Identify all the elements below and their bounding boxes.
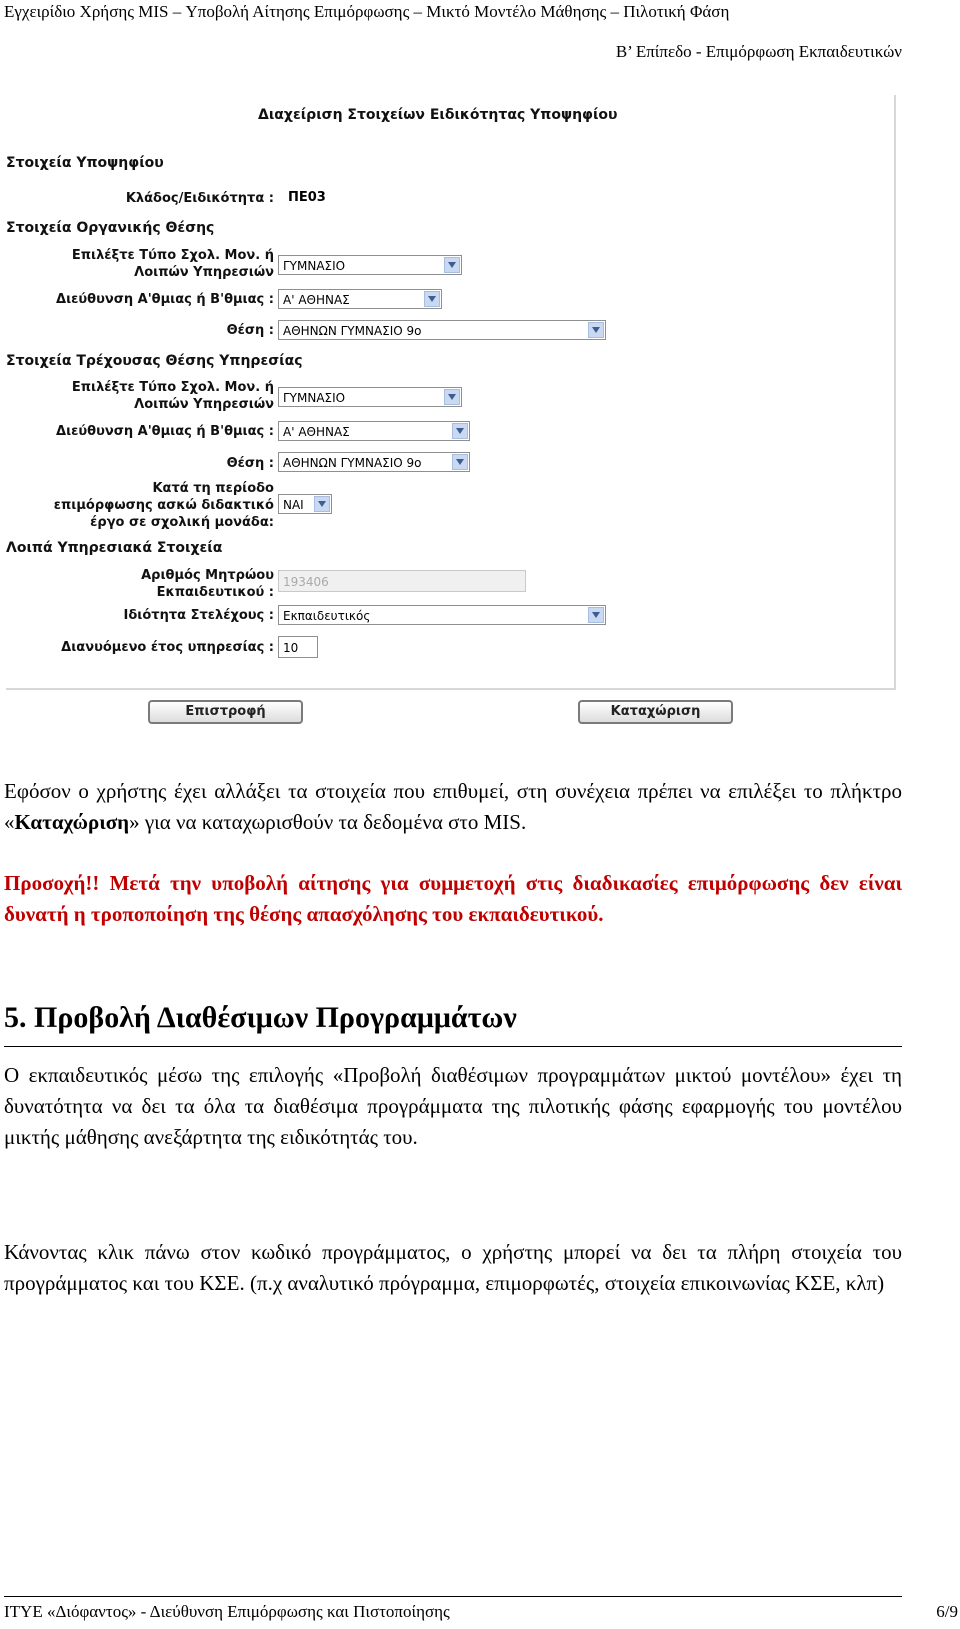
organic-directorate-select[interactable] [278,289,442,309]
programs-description-paragraph: Ο εκπαιδευτικός μέσω της επιλογής «Προβολή διαθέσιμων προγραμμάτων μικτού μοντέλου» έχει τη δυνατότητα να δει τα όλα τα διαθέσιμα προγράμματα της πιλοτικής φάσης εφαρμογής του μοντέλου μικτής μάθησης ανεξάρτητα της ειδικότητάς του. [4,1063,902,1149]
section-heading: 5. Προβολή Διαθέσιμων Προγραμμάτων [4,1001,517,1034]
select-value: Εκπαιδευτικός [283,609,371,623]
document-header-subtitle: Β’ Επίπεδο - Επιμόρφωση Εκπαιδευτικών [615,42,902,61]
chevron-down-icon[interactable] [424,291,440,307]
page-number: 6/9 [936,1602,958,1621]
instruction-paragraph [4,776,902,838]
select-value: ΝΑΙ [283,498,304,512]
save-keyword: Καταχώριση [14,810,130,834]
label-line: Αριθμός Μητρώου [141,568,274,583]
text-run: Εφόσον ο χρήστης έχει αλλάξει τα στοιχεία που επιθυμεί, στη συνέχεια πρέπει να επιλέξει το πλήκτρο « [4,779,902,834]
organic-position-select[interactable] [278,320,606,340]
teaching-work-select[interactable] [278,494,332,514]
section-current-position: Στοιχεία Τρέχουσας Θέσης Υπηρεσίας [6,353,303,369]
select-value: ΓΥΜΝΑΣΙΟ [283,259,346,273]
section-organic-position: Στοιχεία Οργανικής Θέσης [6,220,215,236]
warning-paragraph: Προσοχή!! Μετά την υποβολή αίτησης για συμμετοχή στις διαδικασίες επιμόρφωσης δεν είναι δυνατή η τροποποίηση της θέσης απασχόλησης του εκπαιδευτικού. [4,871,902,926]
specialty-value: ΠΕ03 [288,190,326,205]
section-other-service: Λοιπά Υπηρεσιακά Στοιχεία [6,540,223,556]
footer-rule [4,1596,902,1597]
chevron-down-icon[interactable] [452,423,468,439]
organic-position-label: Θέση : [226,323,274,338]
staff-role-label: Ιδιότητα Στελέχους : [123,608,274,623]
label-line: Κατά τη περίοδο [152,481,274,496]
organic-school-type-select[interactable] [278,255,462,275]
select-value: ΑΘΗΝΩΝ ΓΥΜΝΑΣΙΟ 9ο [283,456,422,470]
label-line: Επιλέξτε Τύπο Σχολ. Μον. ή [71,248,274,263]
back-button[interactable]: Επιστροφή [148,700,303,724]
candidate-specialty-form [6,95,896,719]
select-value: ΑΘΗΝΩΝ ΓΥΜΝΑΣΙΟ 9ο [283,324,422,338]
label-line: Εκπαιδευτικού : [156,585,274,600]
label-line: Επιλέξτε Τύπο Σχολ. Μον. ή [71,380,274,395]
section-candidate: Στοιχεία Υποψηφίου [6,155,164,171]
chevron-down-icon[interactable] [444,389,460,405]
current-directorate-label: Διεύθυνση Α'θμιας ή Β'θμιας : [56,424,274,439]
text-run: » για να καταχωρισθούν τα δεδομένα στο MIS. [129,810,527,834]
staff-role-select[interactable] [278,605,606,625]
organic-directorate-label: Διεύθυνση Α'θμιας ή Β'θμιας : [56,292,274,307]
form-title: Διαχείριση Στοιχείων Ειδικότητας Υποψηφίου [258,107,618,123]
specialty-label: Κλάδος/Ειδικότητα : [125,191,274,206]
program-code-click-paragraph: Κάνοντας κλικ πάνω στον κωδικό προγράμματος, ο χρήστης μπορεί να δει τα πλήρη στοιχεία του προγράμματος και του ΚΣΕ. (π.χ αναλυτικό πρόγραμμα, επιμορφωτές, στοιχεία επικοινωνίας ΚΣΕ, κλπ) [4,1240,902,1295]
service-year-label: Διανυόμενο έτος υπηρεσίας : [61,640,274,655]
label-line: έργο σε σχολική μονάδα: [90,515,274,530]
chevron-down-icon[interactable] [588,322,604,338]
teaching-work-label [0,480,274,531]
form-right-border [894,95,896,690]
select-value: ΓΥΜΝΑΣΙΟ [283,391,346,405]
current-position-label: Θέση : [226,456,274,471]
select-value: Α' ΑΘΗΝΑΣ [283,425,350,439]
current-school-type-select[interactable] [278,387,462,407]
current-directorate-select[interactable] [278,421,470,441]
footer-text: ΙΤΥΕ «Διόφαντος» - Διεύθυνση Επιμόρφωσης και Πιστοποίησης [4,1602,450,1621]
label-line: Λοιπών Υπηρεσιών [134,397,274,412]
chevron-down-icon[interactable] [444,257,460,273]
registry-number-input[interactable]: 193406 [278,570,526,592]
chevron-down-icon[interactable] [588,607,604,623]
save-button[interactable]: Καταχώριση [578,700,733,724]
current-school-type-label [0,379,274,413]
label-line: Λοιπών Υπηρεσιών [134,265,274,280]
select-value: Α' ΑΘΗΝΑΣ [283,293,350,307]
document-header-title: Εγχειρίδιο Χρήσης MIS – Υποβολή Αίτησης Επιμόρφωσης – Μικτό Μοντέλο Μάθησης – Πιλοτική Φάση [4,2,730,21]
heading-rule [4,1046,902,1047]
chevron-down-icon[interactable] [452,454,468,470]
organic-school-type-label [0,247,274,281]
form-bottom-border [6,688,896,690]
label-line: επιμόρφωσης ασκώ διδακτικό [53,498,274,513]
service-year-input[interactable]: 10 [278,636,318,658]
current-position-select[interactable] [278,452,470,472]
chevron-down-icon[interactable] [314,496,330,512]
registry-number-label [0,567,274,601]
